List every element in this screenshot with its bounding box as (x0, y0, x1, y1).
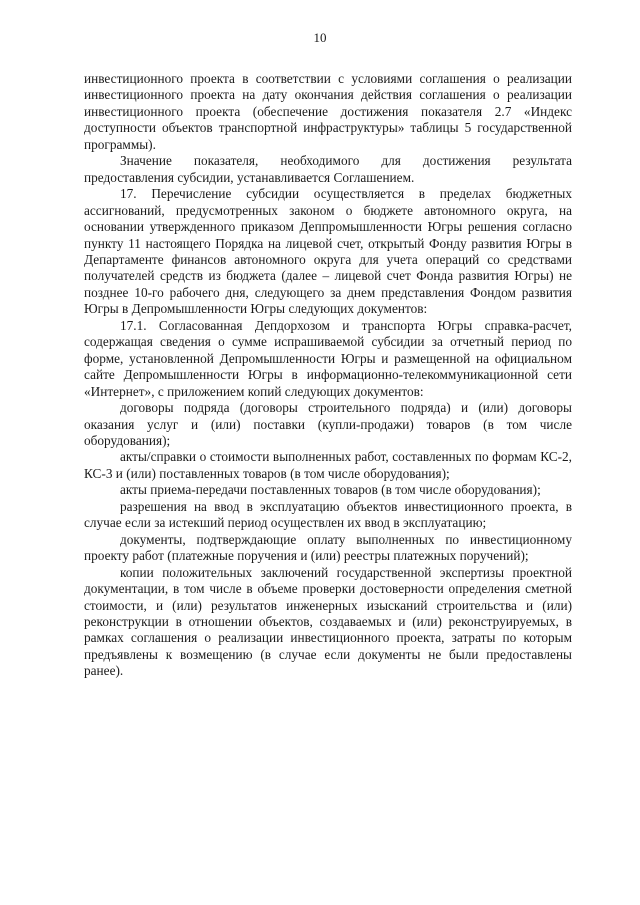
list-item-payment-documents: документы, подтверждающие оплату выполненных по инвестиционному проекту работ (платежные поручения и (или) реестры платежных поручений); (84, 531, 572, 564)
list-item-expertise-conclusions: копии положительных заключений государственной экспертизы проектной документации, в том числе в объеме проверки достоверности определения сметной стоимости, и (или) результатов инженерных изысканий строительства и (или) реконструкции в отношении объектов, создаваемых и (или) реконструируемых, в рамках соглашения о реализации инвестиционного проекта, затраты по которым предъявлены к возмещению (в случае если документы не были предоставлены ранее). (84, 564, 572, 679)
paragraph-clause-17-1: 17.1. Согласованная Депдорхозом и транспорта Югры справка-расчет, содержащая сведения о сумме испрашиваемой субсидии за отчетный период по форме, установленной Депромышленности Югры и размещенной на официальном сайте Депромышленности Югры в информационно-телекоммуникационной сети «Интернет», с приложением копий следующих документов: (84, 317, 572, 399)
paragraph-continuation: инвестиционного проекта в соответствии с условиями соглашения о реализации инвестиционного проекта на дату окончания действия соглашения о реализации инвестиционного проекта (обеспечение достижения показателя 2.7 «Индекс доступности объектов транспортной инфраструктуры» таблицы 5 государственной программы). (84, 71, 572, 152)
list-item-commissioning-permits: разрешения на ввод в эксплуатацию объектов инвестиционного проекта, в случае если за истекший период осуществлен их ввод в эксплуатацию; (84, 498, 572, 531)
list-item-contracts: договоры подряда (договоры строительного подряда) и (или) договоры оказания услуг и (или) поставки (купли-продажи) товаров (в том числе оборудования); (84, 400, 572, 448)
page-number: 10 (313, 30, 327, 45)
list-item-acts-transfer: акты приема-передачи поставленных товаров (в том числе оборудования); (120, 482, 541, 498)
paragraph-indicator-value: Значение показателя, необходимого для достижения результата предоставления субсидии, устанавливается Соглашением. (84, 153, 572, 185)
document-body (84, 71, 572, 680)
list-item-acts-cost: акты/справки о стоимости выполненных работ, составленных по формам КС-2, КС-3 и (или) поставленных товаров (в том числе оборудования); (84, 449, 572, 481)
paragraph-clause-17: 17. Перечисление субсидии осуществляется в пределах бюджетных ассигнований, предусмотренных законом о бюджете автономного округа, на основании утвержденного приказом Деппромышленности Югры решения согласно пункту 11 настоящего Порядка на лицевой счет, открытый Фонду развития Югры в Департаменте финансов автономного округа для учета операций со средствами получателей средств из бюджета (далее – лицевой счет Фонда развития Югры) не позднее 10-го рабочего дня, следующего за днем представления Фондом развития Югры в Депромышленности Югры следующих документов: (84, 186, 572, 317)
